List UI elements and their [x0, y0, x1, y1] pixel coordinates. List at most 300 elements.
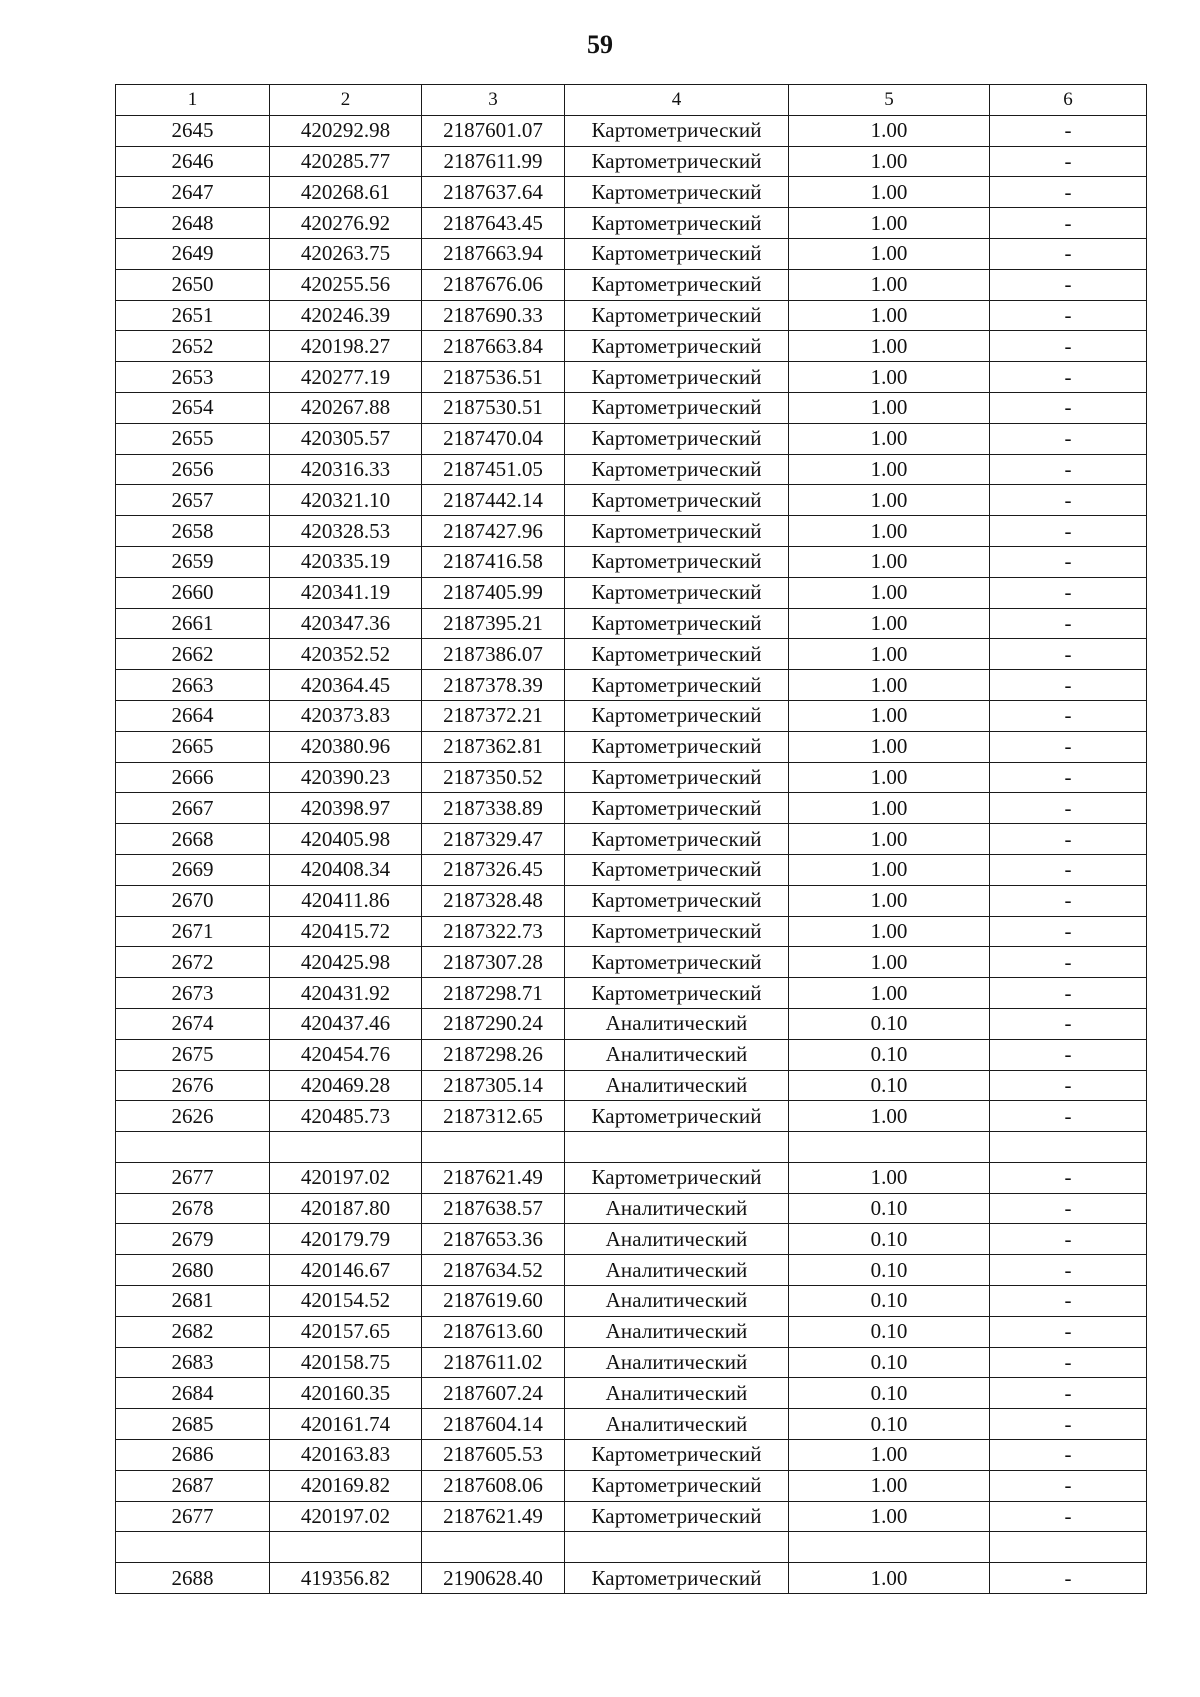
- point-number-cell: 2647: [116, 177, 270, 208]
- x-coordinate-cell: 420431.92: [270, 978, 422, 1009]
- table-row: [116, 1563, 1147, 1594]
- y-coordinate-cell: 2187305.14: [422, 1070, 565, 1101]
- table-row: [116, 731, 1147, 762]
- x-coordinate-cell: 420305.57: [270, 423, 422, 454]
- point-number-cell: 2653: [116, 362, 270, 393]
- y-coordinate-cell: 2187611.99: [422, 146, 565, 177]
- table-row: [116, 546, 1147, 577]
- method-cell: Картометрический: [565, 854, 789, 885]
- page-number: 59: [587, 30, 613, 59]
- x-coordinate-cell: 420352.52: [270, 639, 422, 670]
- accuracy-cell: 1.00: [789, 916, 990, 947]
- table-row: [116, 1193, 1147, 1224]
- method-cell: Картометрический: [565, 331, 789, 362]
- description-cell: -: [990, 1470, 1147, 1501]
- x-coordinate-cell: 420163.83: [270, 1440, 422, 1471]
- accuracy-cell: 1.00: [789, 423, 990, 454]
- point-number-cell: 2677: [116, 1162, 270, 1193]
- table-row: [116, 824, 1147, 855]
- point-number-cell: 2665: [116, 731, 270, 762]
- accuracy-cell: 1.00: [789, 1440, 990, 1471]
- y-coordinate-cell: 2187638.57: [422, 1193, 565, 1224]
- description-cell: -: [990, 485, 1147, 516]
- description-cell: -: [990, 670, 1147, 701]
- point-number-cell: 2656: [116, 454, 270, 485]
- x-coordinate-cell: 420321.10: [270, 485, 422, 516]
- point-number-cell: 2626: [116, 1101, 270, 1132]
- description-cell: -: [990, 1316, 1147, 1347]
- method-cell: Картометрический: [565, 115, 789, 146]
- table-row: [116, 238, 1147, 269]
- accuracy-cell: 1.00: [789, 1101, 990, 1132]
- x-coordinate-cell: 420197.02: [270, 1162, 422, 1193]
- table-row: [116, 1070, 1147, 1101]
- method-cell: Картометрический: [565, 485, 789, 516]
- point-number-cell: 2658: [116, 516, 270, 547]
- method-cell: Аналитический: [565, 1347, 789, 1378]
- method-cell: Картометрический: [565, 608, 789, 639]
- method-cell: Картометрический: [565, 670, 789, 701]
- method-cell: Картометрический: [565, 362, 789, 393]
- description-cell: -: [990, 916, 1147, 947]
- y-coordinate-cell: 2187663.94: [422, 238, 565, 269]
- accuracy-cell: 0.10: [789, 1224, 990, 1255]
- table-row: [116, 1440, 1147, 1471]
- method-cell: Картометрический: [565, 516, 789, 547]
- description-cell: -: [990, 1409, 1147, 1440]
- point-number-cell: 2679: [116, 1224, 270, 1255]
- y-coordinate-cell: 2187386.07: [422, 639, 565, 670]
- point-number-cell: 2688: [116, 1563, 270, 1594]
- empty-cell: [422, 1132, 565, 1163]
- description-cell: -: [990, 608, 1147, 639]
- empty-cell: [565, 1532, 789, 1563]
- point-number-cell: 2666: [116, 762, 270, 793]
- empty-cell: [422, 1532, 565, 1563]
- x-coordinate-cell: 420169.82: [270, 1470, 422, 1501]
- x-coordinate-cell: 420335.19: [270, 546, 422, 577]
- method-cell: Картометрический: [565, 423, 789, 454]
- table-row: [116, 454, 1147, 485]
- point-number-cell: 2668: [116, 824, 270, 855]
- x-coordinate-cell: 420255.56: [270, 269, 422, 300]
- y-coordinate-cell: 2187312.65: [422, 1101, 565, 1132]
- point-number-cell: 2680: [116, 1255, 270, 1286]
- description-cell: -: [990, 300, 1147, 331]
- accuracy-cell: 1.00: [789, 177, 990, 208]
- table-header-row: [116, 85, 1147, 116]
- y-coordinate-cell: 2187451.05: [422, 454, 565, 485]
- point-number-cell: 2650: [116, 269, 270, 300]
- y-coordinate-cell: 2187470.04: [422, 423, 565, 454]
- y-coordinate-cell: 2187307.28: [422, 947, 565, 978]
- table-row: [116, 978, 1147, 1009]
- accuracy-cell: 1.00: [789, 731, 990, 762]
- x-coordinate-cell: 420157.65: [270, 1316, 422, 1347]
- y-coordinate-cell: 2187621.49: [422, 1162, 565, 1193]
- table-row: [116, 1008, 1147, 1039]
- point-number-cell: 2673: [116, 978, 270, 1009]
- empty-cell: [270, 1532, 422, 1563]
- x-coordinate-cell: 420437.46: [270, 1008, 422, 1039]
- y-coordinate-cell: 2187619.60: [422, 1286, 565, 1317]
- empty-cell: [990, 1132, 1147, 1163]
- point-number-cell: 2652: [116, 331, 270, 362]
- empty-cell: [789, 1532, 990, 1563]
- accuracy-cell: 1.00: [789, 454, 990, 485]
- method-cell: Аналитический: [565, 1316, 789, 1347]
- x-coordinate-cell: 420364.45: [270, 670, 422, 701]
- accuracy-cell: 1.00: [789, 546, 990, 577]
- method-cell: Картометрический: [565, 916, 789, 947]
- description-cell: -: [990, 947, 1147, 978]
- accuracy-cell: 1.00: [789, 269, 990, 300]
- x-coordinate-cell: 420179.79: [270, 1224, 422, 1255]
- x-coordinate-cell: 420160.35: [270, 1378, 422, 1409]
- table-row: [116, 331, 1147, 362]
- method-cell: Картометрический: [565, 762, 789, 793]
- x-coordinate-cell: 420146.67: [270, 1255, 422, 1286]
- empty-cell: [565, 1132, 789, 1163]
- point-number-cell: 2684: [116, 1378, 270, 1409]
- description-cell: -: [990, 516, 1147, 547]
- accuracy-cell: 0.10: [789, 1039, 990, 1070]
- table-row: [116, 516, 1147, 547]
- table-row: [116, 1101, 1147, 1132]
- x-coordinate-cell: 420485.73: [270, 1101, 422, 1132]
- method-cell: Картометрический: [565, 454, 789, 485]
- x-coordinate-cell: 420197.02: [270, 1501, 422, 1532]
- y-coordinate-cell: 2187634.52: [422, 1255, 565, 1286]
- x-coordinate-cell: 420161.74: [270, 1409, 422, 1440]
- y-coordinate-cell: 2187637.64: [422, 177, 565, 208]
- spacer-row: [116, 1132, 1147, 1163]
- description-cell: -: [990, 978, 1147, 1009]
- table-row: [116, 146, 1147, 177]
- y-coordinate-cell: 2187378.39: [422, 670, 565, 701]
- accuracy-cell: 1.00: [789, 300, 990, 331]
- accuracy-cell: 0.10: [789, 1255, 990, 1286]
- description-cell: -: [990, 854, 1147, 885]
- point-number-cell: 2683: [116, 1347, 270, 1378]
- accuracy-cell: 0.10: [789, 1286, 990, 1317]
- table-row: [116, 1409, 1147, 1440]
- description-cell: -: [990, 793, 1147, 824]
- column-header-6: 6: [990, 85, 1147, 116]
- table-row: [116, 300, 1147, 331]
- description-cell: -: [990, 115, 1147, 146]
- description-cell: -: [990, 1224, 1147, 1255]
- method-cell: Картометрический: [565, 1501, 789, 1532]
- point-number-cell: 2685: [116, 1409, 270, 1440]
- y-coordinate-cell: 2187530.51: [422, 392, 565, 423]
- description-cell: -: [990, 146, 1147, 177]
- description-cell: -: [990, 454, 1147, 485]
- description-cell: -: [990, 546, 1147, 577]
- method-cell: Картометрический: [565, 238, 789, 269]
- description-cell: -: [990, 1193, 1147, 1224]
- point-number-cell: 2655: [116, 423, 270, 454]
- point-number-cell: 2646: [116, 146, 270, 177]
- x-coordinate-cell: 420154.52: [270, 1286, 422, 1317]
- y-coordinate-cell: 2187416.58: [422, 546, 565, 577]
- accuracy-cell: 0.10: [789, 1378, 990, 1409]
- description-cell: -: [990, 762, 1147, 793]
- description-cell: -: [990, 885, 1147, 916]
- y-coordinate-cell: 2187372.21: [422, 700, 565, 731]
- table-row: [116, 1347, 1147, 1378]
- method-cell: Аналитический: [565, 1409, 789, 1440]
- point-number-cell: 2686: [116, 1440, 270, 1471]
- x-coordinate-cell: 420285.77: [270, 146, 422, 177]
- description-cell: -: [990, 731, 1147, 762]
- method-cell: Аналитический: [565, 1378, 789, 1409]
- spacer-row: [116, 1532, 1147, 1563]
- table-row: [116, 177, 1147, 208]
- accuracy-cell: 1.00: [789, 978, 990, 1009]
- empty-cell: [116, 1532, 270, 1563]
- table-row: [116, 1470, 1147, 1501]
- table-row: [116, 947, 1147, 978]
- description-cell: -: [990, 1039, 1147, 1070]
- method-cell: Картометрический: [565, 793, 789, 824]
- description-cell: -: [990, 392, 1147, 423]
- accuracy-cell: 1.00: [789, 1563, 990, 1594]
- accuracy-cell: 0.10: [789, 1347, 990, 1378]
- x-coordinate-cell: 420263.75: [270, 238, 422, 269]
- table-row: [116, 269, 1147, 300]
- y-coordinate-cell: 2187690.33: [422, 300, 565, 331]
- y-coordinate-cell: 2187653.36: [422, 1224, 565, 1255]
- method-cell: Картометрический: [565, 208, 789, 239]
- x-coordinate-cell: 420328.53: [270, 516, 422, 547]
- x-coordinate-cell: 420187.80: [270, 1193, 422, 1224]
- x-coordinate-cell: 420469.28: [270, 1070, 422, 1101]
- accuracy-cell: 1.00: [789, 639, 990, 670]
- column-header-2: 2: [270, 85, 422, 116]
- x-coordinate-cell: 420292.98: [270, 115, 422, 146]
- x-coordinate-cell: 420373.83: [270, 700, 422, 731]
- description-cell: -: [990, 700, 1147, 731]
- table-row: [116, 885, 1147, 916]
- table-row: [116, 485, 1147, 516]
- y-coordinate-cell: 2187442.14: [422, 485, 565, 516]
- y-coordinate-cell: 2187621.49: [422, 1501, 565, 1532]
- description-cell: -: [990, 1440, 1147, 1471]
- accuracy-cell: 0.10: [789, 1409, 990, 1440]
- empty-cell: [789, 1132, 990, 1163]
- accuracy-cell: 1.00: [789, 208, 990, 239]
- table-row: [116, 670, 1147, 701]
- y-coordinate-cell: 2187643.45: [422, 208, 565, 239]
- table-row: [116, 916, 1147, 947]
- accuracy-cell: 1.00: [789, 115, 990, 146]
- method-cell: Картометрический: [565, 700, 789, 731]
- point-number-cell: 2672: [116, 947, 270, 978]
- y-coordinate-cell: 2187604.14: [422, 1409, 565, 1440]
- accuracy-cell: 1.00: [789, 793, 990, 824]
- empty-cell: [116, 1132, 270, 1163]
- x-coordinate-cell: 420316.33: [270, 454, 422, 485]
- table-row: [116, 854, 1147, 885]
- description-cell: -: [990, 1070, 1147, 1101]
- point-number-cell: 2649: [116, 238, 270, 269]
- method-cell: Картометрический: [565, 824, 789, 855]
- y-coordinate-cell: 2190628.40: [422, 1563, 565, 1594]
- method-cell: Картометрический: [565, 577, 789, 608]
- description-cell: -: [990, 1101, 1147, 1132]
- table-row: [116, 639, 1147, 670]
- accuracy-cell: 1.00: [789, 577, 990, 608]
- y-coordinate-cell: 2187298.26: [422, 1039, 565, 1070]
- accuracy-cell: 1.00: [789, 485, 990, 516]
- accuracy-cell: 1.00: [789, 947, 990, 978]
- point-number-cell: 2659: [116, 546, 270, 577]
- accuracy-cell: 1.00: [789, 1162, 990, 1193]
- point-number-cell: 2663: [116, 670, 270, 701]
- method-cell: Картометрический: [565, 731, 789, 762]
- y-coordinate-cell: 2187405.99: [422, 577, 565, 608]
- description-cell: -: [990, 1162, 1147, 1193]
- point-number-cell: 2651: [116, 300, 270, 331]
- accuracy-cell: 1.00: [789, 1470, 990, 1501]
- accuracy-cell: 0.10: [789, 1316, 990, 1347]
- accuracy-cell: 1.00: [789, 1501, 990, 1532]
- method-cell: Аналитический: [565, 1286, 789, 1317]
- point-number-cell: 2664: [116, 700, 270, 731]
- method-cell: Картометрический: [565, 885, 789, 916]
- point-number-cell: 2645: [116, 115, 270, 146]
- point-number-cell: 2661: [116, 608, 270, 639]
- method-cell: Аналитический: [565, 1193, 789, 1224]
- table-row: [116, 1224, 1147, 1255]
- y-coordinate-cell: 2187395.21: [422, 608, 565, 639]
- description-cell: -: [990, 639, 1147, 670]
- accuracy-cell: 1.00: [789, 762, 990, 793]
- table-row: [116, 1162, 1147, 1193]
- table-row: [116, 115, 1147, 146]
- point-number-cell: 2681: [116, 1286, 270, 1317]
- description-cell: -: [990, 1286, 1147, 1317]
- point-number-cell: 2669: [116, 854, 270, 885]
- x-coordinate-cell: 420347.36: [270, 608, 422, 639]
- description-cell: -: [990, 577, 1147, 608]
- x-coordinate-cell: 420341.19: [270, 577, 422, 608]
- y-coordinate-cell: 2187328.48: [422, 885, 565, 916]
- y-coordinate-cell: 2187322.73: [422, 916, 565, 947]
- x-coordinate-cell: 420390.23: [270, 762, 422, 793]
- accuracy-cell: 0.10: [789, 1193, 990, 1224]
- method-cell: Картометрический: [565, 1440, 789, 1471]
- table-row: [116, 577, 1147, 608]
- accuracy-cell: 1.00: [789, 331, 990, 362]
- method-cell: Картометрический: [565, 1563, 789, 1594]
- y-coordinate-cell: 2187663.84: [422, 331, 565, 362]
- column-header-1: 1: [116, 85, 270, 116]
- table-row: [116, 608, 1147, 639]
- method-cell: Картометрический: [565, 978, 789, 1009]
- x-coordinate-cell: 420425.98: [270, 947, 422, 978]
- accuracy-cell: 1.00: [789, 392, 990, 423]
- y-coordinate-cell: 2187362.81: [422, 731, 565, 762]
- accuracy-cell: 0.10: [789, 1070, 990, 1101]
- method-cell: Картометрический: [565, 146, 789, 177]
- accuracy-cell: 1.00: [789, 854, 990, 885]
- method-cell: Картометрический: [565, 392, 789, 423]
- point-number-cell: 2676: [116, 1070, 270, 1101]
- description-cell: -: [990, 1347, 1147, 1378]
- table-row: [116, 1378, 1147, 1409]
- y-coordinate-cell: 2187338.89: [422, 793, 565, 824]
- y-coordinate-cell: 2187329.47: [422, 824, 565, 855]
- accuracy-cell: 1.00: [789, 608, 990, 639]
- point-number-cell: 2667: [116, 793, 270, 824]
- description-cell: -: [990, 1008, 1147, 1039]
- y-coordinate-cell: 2187611.02: [422, 1347, 565, 1378]
- y-coordinate-cell: 2187350.52: [422, 762, 565, 793]
- table-row: [116, 423, 1147, 454]
- description-cell: -: [990, 269, 1147, 300]
- x-coordinate-cell: 420268.61: [270, 177, 422, 208]
- description-cell: -: [990, 331, 1147, 362]
- description-cell: -: [990, 238, 1147, 269]
- method-cell: Картометрический: [565, 1470, 789, 1501]
- point-number-cell: 2648: [116, 208, 270, 239]
- accuracy-cell: 1.00: [789, 885, 990, 916]
- x-coordinate-cell: 420198.27: [270, 331, 422, 362]
- description-cell: -: [990, 208, 1147, 239]
- method-cell: Аналитический: [565, 1039, 789, 1070]
- coordinates-table: [115, 84, 1147, 1594]
- point-number-cell: 2654: [116, 392, 270, 423]
- description-cell: -: [990, 1563, 1147, 1594]
- y-coordinate-cell: 2187607.24: [422, 1378, 565, 1409]
- point-number-cell: 2687: [116, 1470, 270, 1501]
- y-coordinate-cell: 2187613.60: [422, 1316, 565, 1347]
- table-row: [116, 700, 1147, 731]
- point-number-cell: 2674: [116, 1008, 270, 1039]
- accuracy-cell: 1.00: [789, 824, 990, 855]
- table-row: [116, 392, 1147, 423]
- point-number-cell: 2678: [116, 1193, 270, 1224]
- method-cell: Картометрический: [565, 639, 789, 670]
- method-cell: Аналитический: [565, 1008, 789, 1039]
- table-row: [116, 1501, 1147, 1532]
- column-header-4: 4: [565, 85, 789, 116]
- method-cell: Аналитический: [565, 1224, 789, 1255]
- table-row: [116, 1286, 1147, 1317]
- method-cell: Картометрический: [565, 1101, 789, 1132]
- description-cell: -: [990, 1255, 1147, 1286]
- method-cell: Картометрический: [565, 269, 789, 300]
- y-coordinate-cell: 2187536.51: [422, 362, 565, 393]
- description-cell: -: [990, 1501, 1147, 1532]
- y-coordinate-cell: 2187298.71: [422, 978, 565, 1009]
- table-body: [116, 115, 1147, 1593]
- column-header-5: 5: [789, 85, 990, 116]
- method-cell: Картометрический: [565, 300, 789, 331]
- point-number-cell: 2662: [116, 639, 270, 670]
- method-cell: Аналитический: [565, 1070, 789, 1101]
- x-coordinate-cell: 420454.76: [270, 1039, 422, 1070]
- x-coordinate-cell: 420408.34: [270, 854, 422, 885]
- description-cell: -: [990, 177, 1147, 208]
- column-header-3: 3: [422, 85, 565, 116]
- accuracy-cell: 1.00: [789, 238, 990, 269]
- empty-cell: [270, 1132, 422, 1163]
- point-number-cell: 2682: [116, 1316, 270, 1347]
- method-cell: Аналитический: [565, 1255, 789, 1286]
